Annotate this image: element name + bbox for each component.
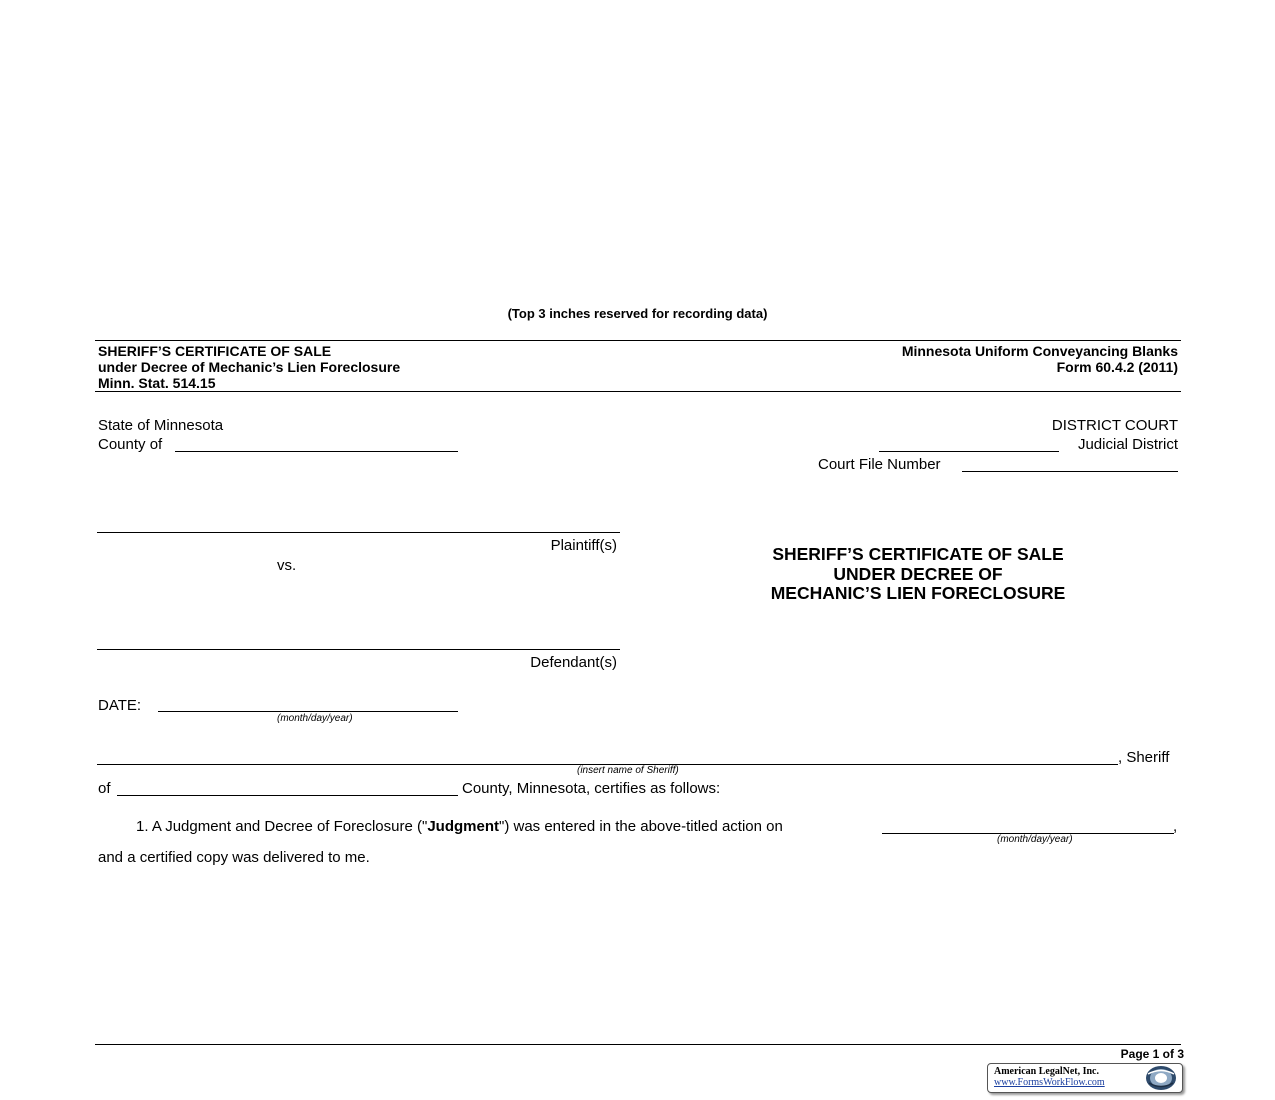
item-1-comma: , [1173,818,1178,835]
court-file-number-field[interactable] [962,471,1178,472]
sheriff-name-caption: (insert name of Sheriff) [577,765,679,776]
date-field[interactable] [158,711,458,712]
logo-website-link[interactable]: www.FormsWorkFlow.com [994,1077,1105,1088]
form-number: Form 60.4.2 (2011) [1056,359,1178,375]
statute-reference: Minn. Stat. 514.15 [98,375,216,391]
logo-company-name: American LegalNet, Inc. [994,1066,1099,1077]
judicial-district-label: Judicial District [1077,436,1178,453]
sheriff-suffix: , Sheriff [1118,749,1170,766]
form-name-line2: under Decree of Mechanic’s Lien Foreclosure [98,359,401,375]
footer-rule [95,1044,1181,1045]
american-legalnet-logo[interactable] [987,1063,1183,1093]
document-title-line3: MECHANIC’S LIEN FORECLOSURE [770,583,1066,603]
judgment-date-caption: (month/day/year) [997,834,1073,845]
plaintiff-field[interactable] [97,532,620,533]
district-court-label: DISTRICT COURT [1051,417,1178,434]
of-label: of [98,780,111,797]
versus-label: vs. [277,557,297,574]
county-field[interactable] [175,451,458,452]
header-top-rule [95,340,1181,341]
certifies-text: County, Minnesota, certifies as follows: [462,780,721,797]
judgment-term: Judgment [427,818,499,835]
court-file-number-label: Court File Number [818,456,941,473]
document-title-line1: SHERIFF’S CERTIFICATE OF SALE [772,544,1064,564]
page-number: Page 1 of 3 [1120,1047,1184,1061]
item-1-text: 1. A Judgment and Decree of Foreclosure ("Judgment") was entered in the above-titled action on [136,818,783,835]
state-label: State of Minnesota [98,417,224,434]
form-series: Minnesota Uniform Conveyancing Blanks [901,343,1178,359]
plaintiff-label: Plaintiff(s) [550,537,617,554]
date-caption: (month/day/year) [277,713,353,724]
item-1-continuation: and a certified copy was delivered to me. [98,849,370,866]
date-label: DATE: [98,697,142,714]
globe-icon [1144,1065,1178,1091]
header-bottom-rule [95,391,1181,392]
defendant-field[interactable] [97,649,620,650]
document-title-line2: UNDER DECREE OF [833,564,1003,584]
defendant-label: Defendant(s) [530,654,617,671]
county-label: County of [98,436,163,453]
judicial-district-field[interactable] [879,451,1059,452]
recording-data-note: (Top 3 inches reserved for recording data) [507,306,768,321]
form-name-line1: SHERIFF’S CERTIFICATE OF SALE [98,343,332,359]
sheriff-county-field[interactable] [117,795,458,796]
